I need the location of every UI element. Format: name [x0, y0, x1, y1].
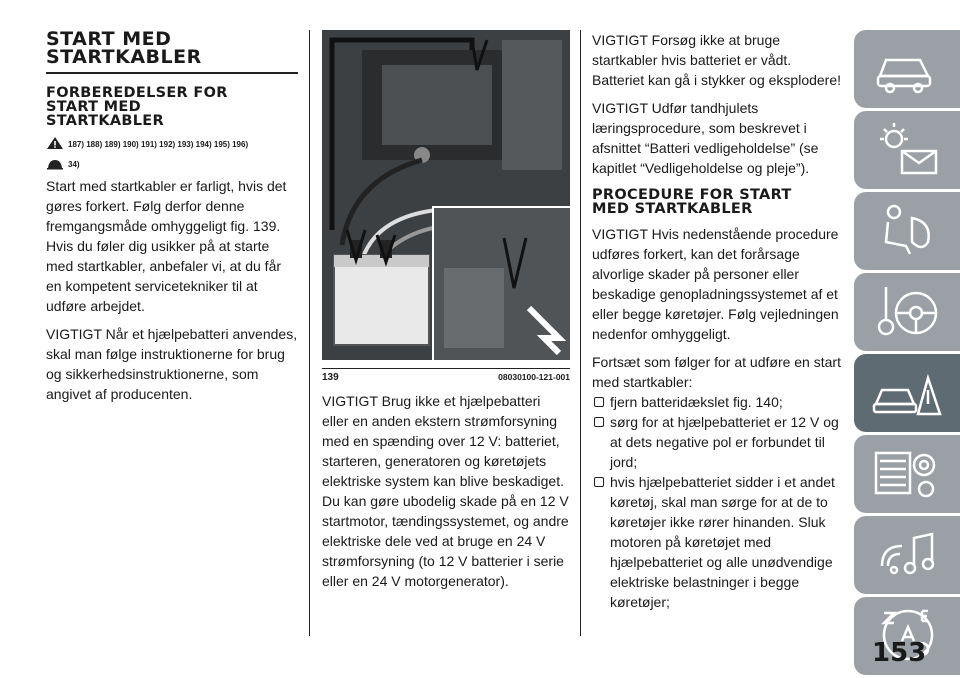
bullet-box-icon — [594, 417, 604, 427]
tab-multimedia[interactable] — [854, 516, 960, 594]
column-divider — [309, 30, 310, 636]
intro-paragraph: Start med startkabler er farligt, hvis det gøres forkert. Følg derfor denne fremgangsmåde omhyggeligt fig. 139. Hvis du føler dig usikker på at starte med startkabler, anbefaler vi, at du får en kompetent servicetekniker til at udføre arbejdet. — [46, 178, 287, 314]
key-steering-icon — [872, 283, 942, 339]
procedure-warning-paragraph: VIGTIGT Hvis nedenstående procedure udføres forkert, kan det forårsage alvorlige skader på personer eller beskadige genopladningssystemet af et eller begge køretøjer. Følg vejledningen nedenfor omhyggeligt. — [592, 226, 839, 342]
maintenance-icon — [872, 445, 942, 501]
tab-starting[interactable] — [854, 273, 960, 351]
warning-refs: 187) 188) 189) 190) 191) 192) 193) 194) 195) 196) — [46, 136, 298, 150]
warning-triangle-icon — [46, 136, 64, 150]
learning-procedure-paragraph: VIGTIGT Udfør tandhjulets læringsprocedure, som beskrevet i afsnittet “Batteri vedligeholdelse” (se kapitlet “Vedligeholdelse og pleje”). — [592, 100, 819, 176]
tab-dashboard[interactable] — [854, 30, 960, 108]
emergency-icon — [872, 364, 942, 420]
figure-caption — [322, 368, 570, 383]
list-item: sørg for at hjælpebatteriet er 12 V og at dets negative pol er forbundet til jord; — [592, 412, 842, 472]
page-number: 153 — [872, 638, 927, 668]
seat-safety-icon — [872, 202, 942, 258]
tab-emergency[interactable] — [854, 354, 960, 432]
car-dashboard-icon — [872, 40, 942, 96]
multimedia-icon — [872, 526, 942, 582]
jump-start-figure — [322, 30, 570, 360]
column-1 — [46, 30, 298, 412]
helper-battery-paragraph: VIGTIGT Når et hjælpebatteri anvendes, skal man følge instruktionerne for brug og sikkerhedsinstruktionerne, som angivet af producenten. — [46, 326, 298, 402]
tab-maintenance[interactable] — [854, 435, 960, 513]
figure-inset — [432, 206, 570, 360]
voltage-warning-paragraph: VIGTIGT Brug ikke et hjælpebatteri eller en anden ekstern strømforsyning med en spænding over 12 V: batteriet, starteren, generatoren og køretøjets elektriske system kan blive beskadiget. Du kan gøre ubodelig skade på en 12 V startmotor, tændingssystemet, og andre elektriske dele ved at bruge en 24 V strømforsyning (to 12 V batterier i serie eller en 24 V motorgenerator). — [322, 393, 569, 589]
chapter-tabs — [854, 30, 960, 678]
list-item: hvis hjælpebatteriet sidder i et andet køretøj, skal man sørge for at de to køretøjer ikke rører hinanden. Sluk motoren på køretøjet med hjælpebatteriet og alle unødvendige elektriske belastninger i begge køretøjer; — [592, 472, 842, 612]
caution-hand-icon — [46, 156, 64, 170]
subsection-title: FORBEREDELSER FOR START MED STARTKABLER — [46, 85, 228, 129]
wet-battery-paragraph: VIGTIGT Forsøg ikke at bruge startkabler hvis batteriet er vådt. Batteriet kan gå i stykker og eksplodere! — [592, 32, 842, 88]
tab-safety[interactable] — [854, 192, 960, 270]
list-item: fjern batteridækslet fig. 140; — [592, 392, 842, 412]
bullet-box-icon — [594, 477, 604, 487]
column-divider — [580, 30, 581, 636]
title-rule — [46, 72, 298, 74]
bullet-box-icon — [594, 397, 604, 407]
section-title: START MED STARTKABLER — [46, 28, 202, 68]
column-3 — [592, 30, 842, 612]
warning-lights-icon — [872, 121, 942, 177]
caution-refs: 34) — [46, 156, 298, 170]
tab-warning-lights[interactable] — [854, 111, 960, 189]
ground-point-illustration — [434, 208, 570, 360]
figure-number: 139 — [322, 372, 339, 383]
column-2 — [322, 30, 570, 599]
procedure-heading: PROCEDURE FOR START MED STARTKABLER — [592, 187, 792, 217]
figure-code: 08030100-121-001 — [498, 372, 570, 382]
procedure-intro-paragraph: Fortsæt som følger for at udføre en start med startkabler: — [592, 354, 841, 390]
